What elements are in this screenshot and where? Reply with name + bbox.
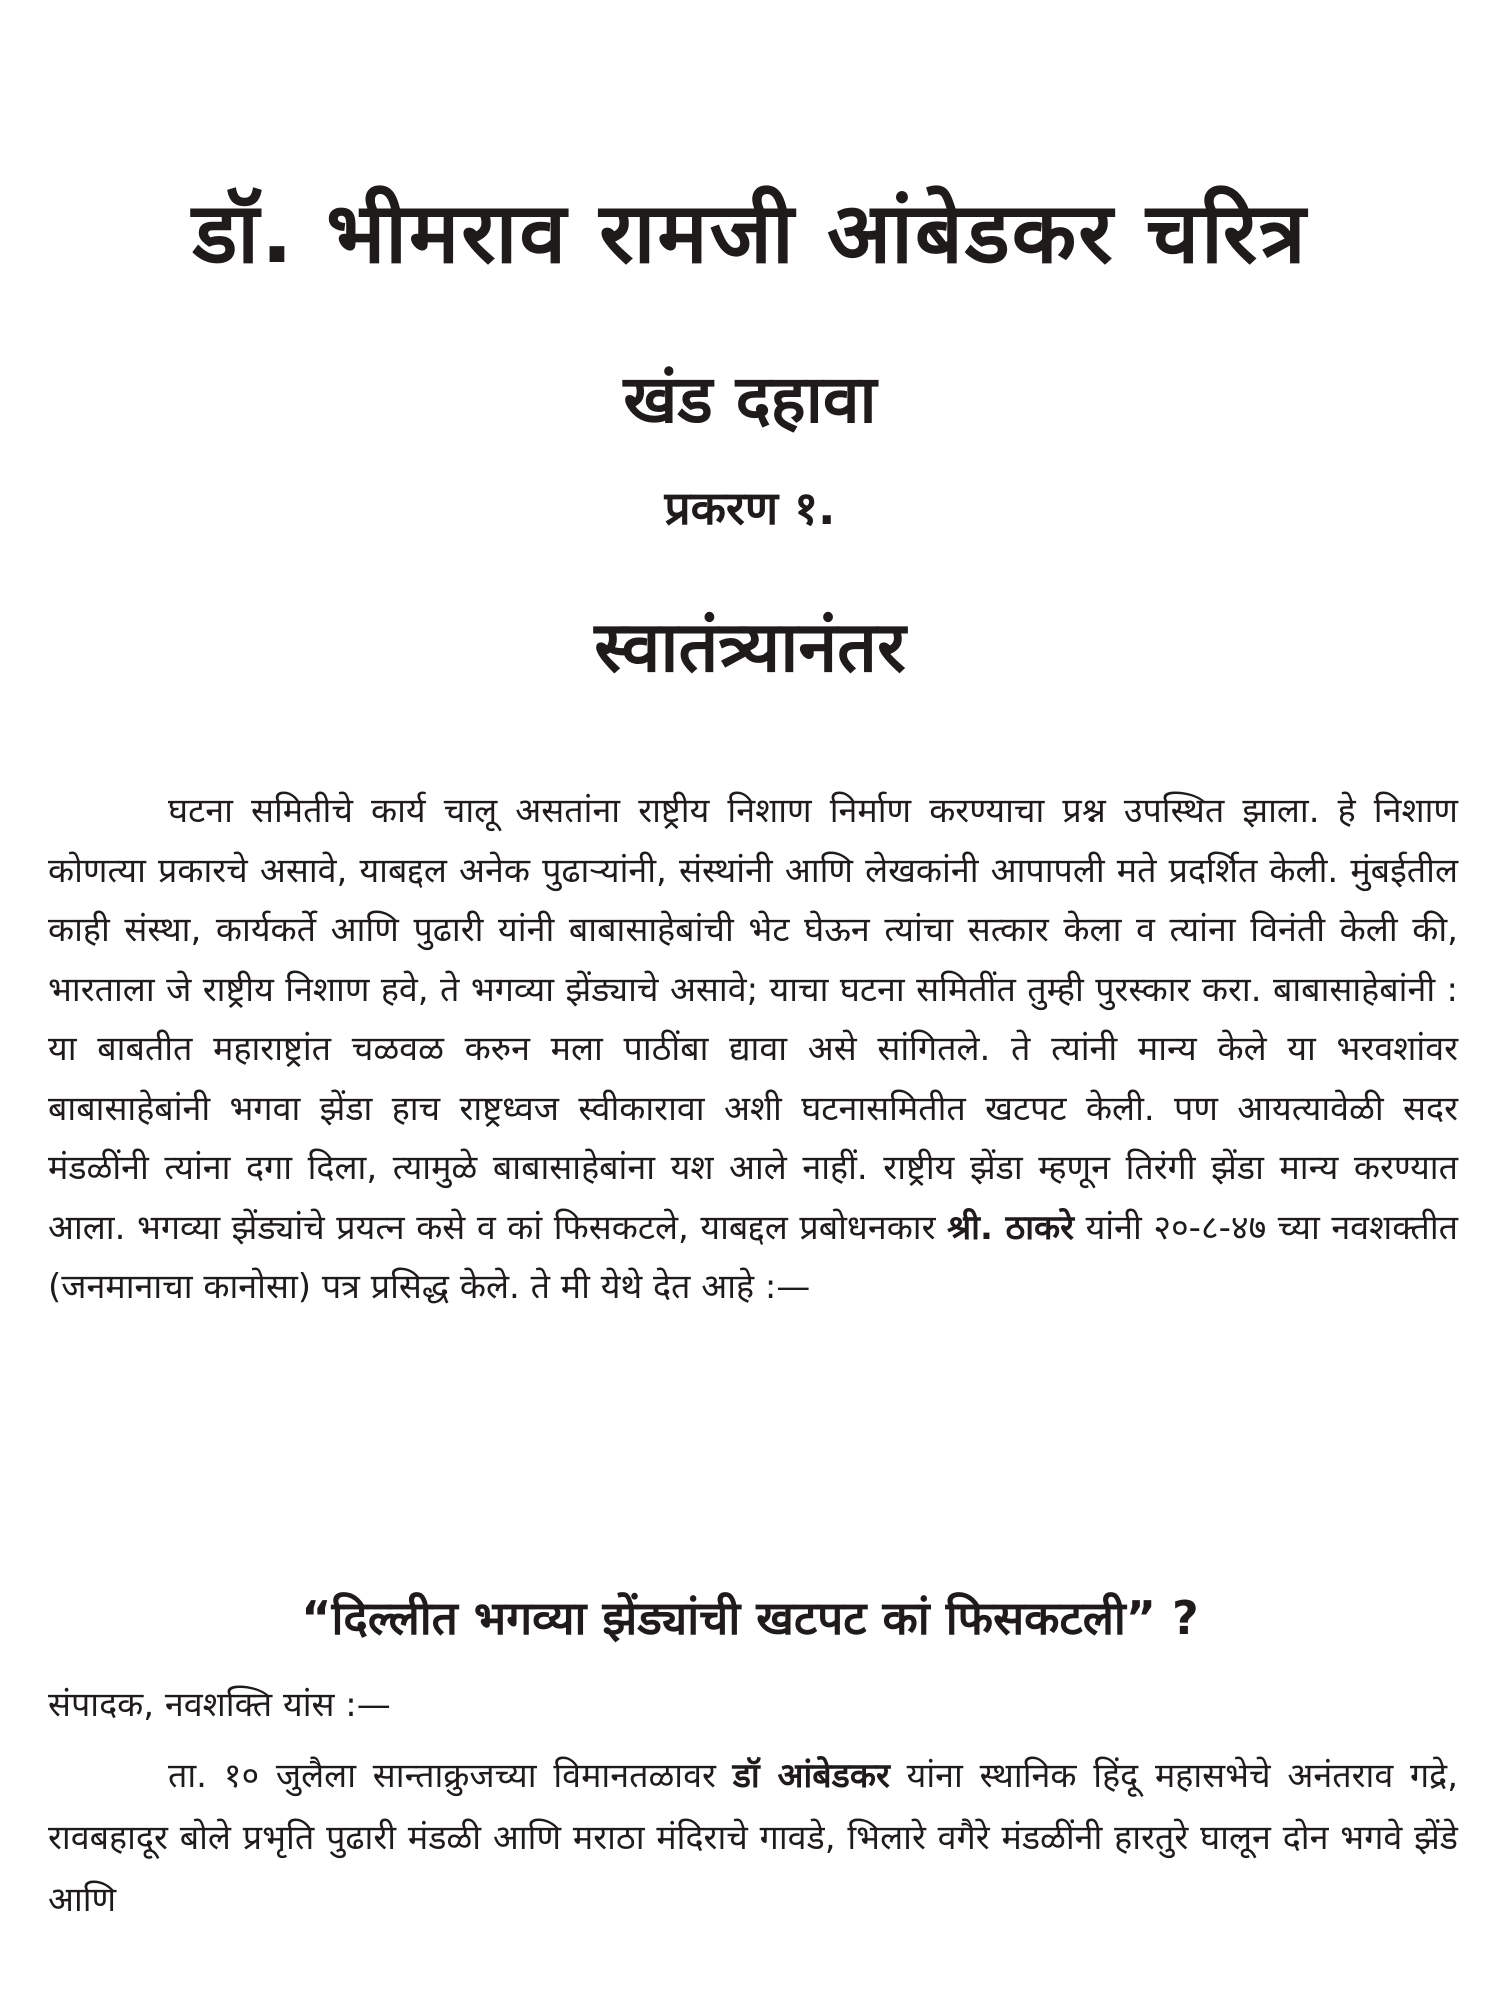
author-name-bold: श्री. ठाकरे bbox=[947, 1207, 1075, 1248]
letter-salutation: संपादक, नवशक्ति यांस :— bbox=[48, 1685, 391, 1725]
paragraph-2-part-2: यांना स्थानिक हिंदू महासभेचे अनंतराव गद्रे, रावबहादूर बोले प्रभृति पुढारी मंडळी आणि मराठा मंदिराचे गावडे, भिलारे वगैरे मंडळींनी हारतुरे घालून दोन भगवे झेंडे आणि bbox=[48, 1756, 1459, 1920]
paragraph-1 bbox=[48, 782, 1458, 1318]
letter-heading: “दिल्लीत भगव्या झेंड्यांची खटपट कां फिसकटली” ? bbox=[301, 1591, 1199, 1645]
letter-paragraph bbox=[48, 1745, 1458, 1931]
body-paragraph bbox=[48, 782, 1458, 1318]
chapter-title: स्वातंत्र्यानंतर bbox=[594, 605, 906, 688]
paragraph-2-part-1: ता. १० जुलैला सान्ताक्रुजच्या विमानतळावर bbox=[168, 1756, 716, 1796]
paragraph-1-part-1: घटना समितीचे कार्य चालू असतांना राष्ट्रीय निशाण निर्माण करण्याचा प्रश्न उपस्थित झाला. हे निशाण कोणत्या प्रकारचे असावे, याबद्दल अनेक पुढाऱ्यांनी, संस्थांनी आणि लेखकांनी आपापली मते प्रदर्शित केली. मुंबईतील काही संस्था, कार्यकर्ते आणि पुढारी यांनी बाबासाहेबांची भेट घेऊन त्यांचा सत्कार केला व त्यांना विनंती केली की, भारताला जे राष्ट्रीय निशाण हवे, ते भगव्या झेंड्याचे असावे; याचा घटना समितींत तुम्ही पुरस्कार करा. बाबासाहेबांनी : या बाबतीत महाराष्ट्रांत चळवळ करुन मला पाठींबा द्यावा असे सांगितले. ते त्यांनी मान्य केले या भरवशांवर बाबासाहेबांनी भगवा झेंडा हाच राष्ट्रध्वज स्वीकारावा अशी घटनासमितीत खटपट केली. पण आयत्यावेळी सदर मंडळींनी त्यांना दगा दिला, त्यामुळे बाबासाहेबांना यश आले नाहीं. राष्ट्रीय झेंडा म्हणून तिरंगी झेंडा मान्य करण्यात आला. भगव्या झेंड्यांचे प्रयत्न कसे व कां फिसकटले, याबद्दल प्रबोधनकार bbox=[48, 791, 1458, 1248]
paragraph-2 bbox=[48, 1745, 1458, 1931]
paragraph-1-part-2: यांनी २०-८-४७ च्या नवशक्तीत (जनमानाचा कानोसा) पत्र प्रसिद्ध केले. ते मी येथे देत आहे :— bbox=[48, 1207, 1459, 1307]
book-title: डॉ. भीमराव रामजी आंबेडकर चरित्र bbox=[192, 184, 1308, 282]
ambedkar-name-bold: डॉ आंबेडकर bbox=[732, 1756, 890, 1796]
volume-heading: खंड दहावा bbox=[623, 361, 877, 438]
chapter-number: प्रकरण १. bbox=[664, 481, 836, 535]
